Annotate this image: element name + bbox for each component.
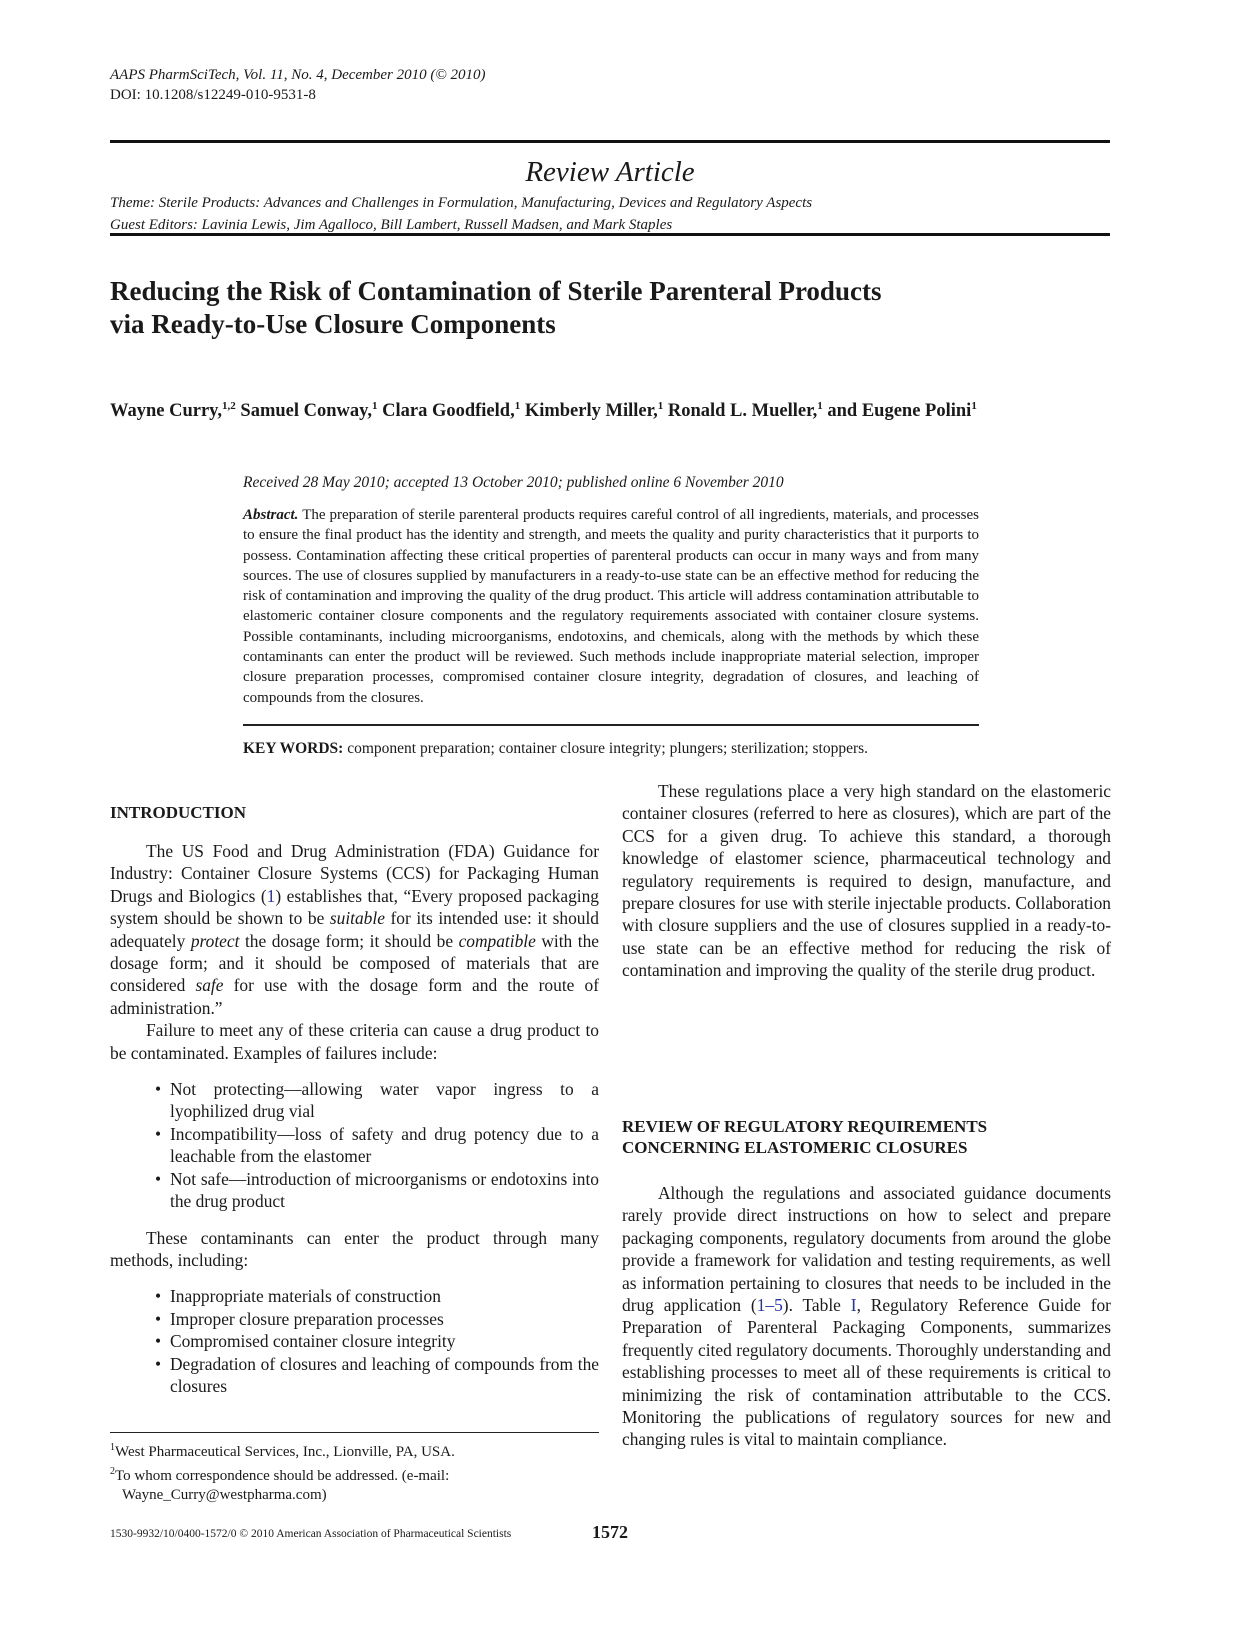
author-name: Ronald L. Mueller, xyxy=(667,401,818,422)
theme-line: Theme: Sterile Products: Advances and Challenges in Formulation, Manufacturing, Devices and Regulatory Aspects xyxy=(110,195,813,211)
author-affiliation: 1 xyxy=(971,400,977,412)
footnote: $^2$To whom correspondence should be addressed. (e-mail: Wayne_Curry@westpharma.com) xyxy=(110,1466,450,1503)
author-name: and Eugene Polini xyxy=(827,401,972,422)
list-item: • Not safe—introduction of microorganisms or endotoxins into the drug product xyxy=(155,1168,599,1213)
list-item: • Inappropriate materials of construction xyxy=(155,1285,599,1307)
list-item: • Incompatibility—loss of safety and drug potency due to a leachable from the elastomer xyxy=(155,1123,599,1168)
failures-list xyxy=(155,1078,599,1212)
doi: DOI: 10.1208/s12249-010-9531-8 xyxy=(110,87,316,103)
reference-link[interactable]: 1–5 xyxy=(756,1295,783,1316)
footnote-rule xyxy=(110,1432,599,1433)
section-heading-introduction: INTRODUCTION xyxy=(110,803,247,822)
author-affiliation: 1 xyxy=(514,400,521,412)
journal-citation: AAPS PharmSciTech, Vol. 11, No. 4, December 2010 (© 2010) xyxy=(110,67,486,83)
author-affiliation: 1 xyxy=(371,400,378,412)
author-list xyxy=(110,400,977,422)
abstract-text: The preparation of sterile parenteral products requires careful control of all ingredients, materials, and processes to ensure the final product has the identity and strength, and meets the quality and purity characteristics that it purports to possess. Contamination affecting these critical properties of parenteral products can occur in many ways and from many sources. The use of closures supplied by manufacturers in a ready-to-use state can be an effective method for reducing the risk of contamination and improving the quality of the drug product. This article will address contamination attributable to elastomeric container closure components and the regulatory requirements associated with container closure systems. Possible contaminants, including microorganisms, endotoxins, and chemicals, along with the methods by which these contaminants can enter the product will be reviewed. Such methods include inappropriate material selection, improper closure preparation processes, compromised container closure integrity, degradation of closures, and leaching of compounds from the closures. xyxy=(243,507,979,706)
author-affiliation: 1 xyxy=(817,400,823,412)
paragraph: These contaminants can enter the product through many methods, including: xyxy=(110,1227,599,1270)
author-name: Wayne Curry, xyxy=(110,401,223,422)
author-name: Kimberly Miller, xyxy=(524,401,658,422)
theme-block xyxy=(110,192,812,236)
header-bottom-rule xyxy=(110,233,1110,236)
table-link[interactable]: I xyxy=(850,1295,857,1316)
methods-list xyxy=(155,1285,599,1397)
paragraph: These regulations place a very high standard on the elastomeric container closures (referred to here as closures), which are part of the CCS for a given drug. To achieve this standard, a thorough knowledge of elastomer science, pharmaceutical technology and regulatory requirements is required to design, manufacture, and prepare closures for use with sterile injectable products. Collaboration with closure suppliers and the use of closures supplied in a ready-to-use state can be an effective method for reducing the risk of contamination and improving the quality of the sterile drug product. xyxy=(622,781,1111,981)
keywords xyxy=(243,740,868,758)
right-column-top xyxy=(622,780,1111,982)
list-item: • Degradation of closures and leaching of compounds from the closures xyxy=(155,1353,599,1398)
article-title xyxy=(110,275,1110,341)
paragraph: Although the regulations and associated guidance documents rarely provide direct instructions on how to select and prepare packaging components, regulatory documents from around the globe provide a framework for validation and testing requirements, as well as information pertaining to closures that needs to be included in the drug application (1–5). Table I, Regulatory Reference Guide for Preparation of Parenteral Packaging Components, summarizes frequently cited regulatory documents. Thoroughly understanding and establishing processes to meet all of these requirements is critical to minimizing the risk of contamination attributable to the CCS. Monitoring the publications of regulatory sources for new and changing rules is vital to maintain compliance. xyxy=(622,1183,1111,1450)
list-item: • Not protecting—allowing water vapor ingress to a lyophilized drug vial xyxy=(155,1078,599,1123)
author-affiliation: 1 xyxy=(657,400,664,412)
footnote: $^1$West Pharmaceutical Services, Inc., Lionville, PA, USA. xyxy=(110,1442,455,1460)
author-name: Samuel Conway, xyxy=(240,401,372,422)
left-column xyxy=(110,840,599,1397)
title-line-1: Reducing the Risk of Contamination of Sterile Parenteral Products xyxy=(110,276,882,306)
article-type: Review Article xyxy=(525,156,695,188)
received-dates: Received 28 May 2010; accepted 13 October 2010; published online 6 November 2010 xyxy=(243,474,784,491)
paragraph: Failure to meet any of these criteria can cause a drug product to be contaminated. Examples of failures include: xyxy=(110,1020,599,1063)
right-column-bottom xyxy=(622,1182,1111,1451)
keywords-text: component preparation; container closure integrity; plungers; sterilization; stoppers. xyxy=(347,740,869,757)
page-number: 1572 xyxy=(592,1522,628,1542)
guest-editors-line: Guest Editors: Lavinia Lewis, Jim Agalloco, Bill Lambert, Russell Madsen, and Mark Staples xyxy=(110,217,673,233)
author-name: Clara Goodfield, xyxy=(382,401,515,422)
abstract-rule xyxy=(243,724,979,726)
list-item: • Improper closure preparation processes xyxy=(155,1308,599,1330)
top-rule xyxy=(110,140,1110,143)
copyright-line: 1530-9932/10/0400-1572/0 © 2010 American Association of Pharmaceutical Scientists xyxy=(110,1528,512,1540)
title-line-2: via Ready-to-Use Closure Components xyxy=(110,309,556,339)
heading-line: CONCERNING ELASTOMERIC CLOSURES xyxy=(622,1138,968,1157)
abstract xyxy=(243,505,979,708)
list-item: • Compromised container closure integrity xyxy=(155,1330,599,1352)
paragraph: The US Food and Drug Administration (FDA) Guidance for Industry: Container Closure Systems (CCS) for Packaging Human Drugs and Biologics (1) establishes that, “Every proposed packaging system should be shown to be suitable for its intended use: it should adequately protect the dosage form; it should be compatible with the dosage form; and it should be composed of materials that are considered safe for use with the dosage form and the route of administration.” xyxy=(110,841,599,1018)
section-heading-regulatory xyxy=(622,1116,987,1158)
author-affiliation: 1,2 xyxy=(222,400,236,412)
heading-line: REVIEW OF REGULATORY REQUIREMENTS xyxy=(622,1117,988,1136)
keywords-label: KEY WORDS: xyxy=(243,740,344,757)
reference-link[interactable]: 1 xyxy=(266,885,276,906)
footnotes xyxy=(110,1438,599,1505)
abstract-label: Abstract. xyxy=(243,507,299,523)
